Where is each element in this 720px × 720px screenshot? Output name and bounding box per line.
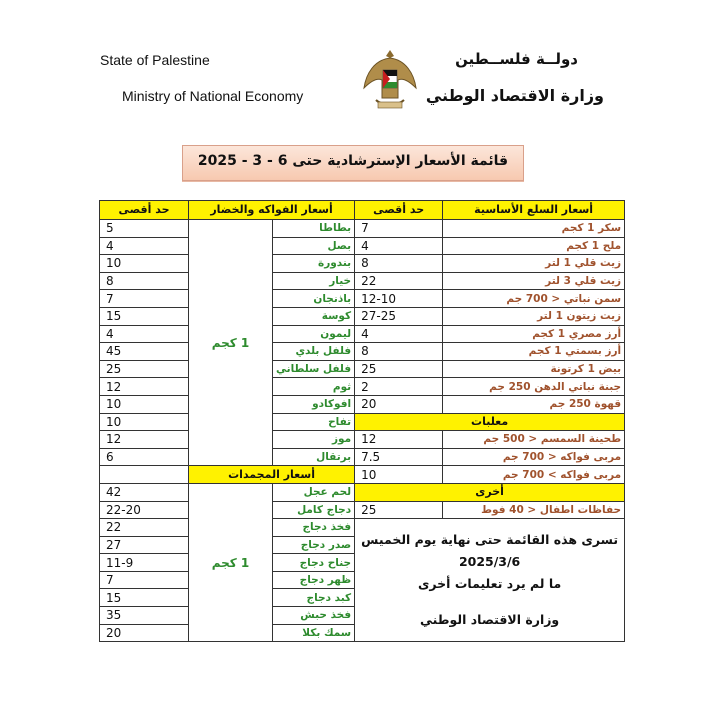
table-row (100, 290, 625, 308)
basic-max: 22 (355, 272, 443, 290)
table-row (100, 466, 625, 484)
produce-name: فلفل بلدي (273, 343, 355, 361)
basic-max: 12-10 (355, 290, 443, 308)
basic-max: 27-25 (355, 307, 443, 325)
table-row (100, 255, 625, 273)
frozen-max: 11-9 (100, 554, 189, 572)
frozen-name: لحم عجل (273, 483, 355, 501)
basic-name: زيت قلي 1 لتر (443, 255, 625, 273)
produce-name: بطاطا (273, 220, 355, 238)
produce-name: تفاح (273, 413, 355, 431)
canned-max: 12 (355, 431, 443, 449)
frozen-unit: 1 كجم (189, 483, 273, 641)
produce-max: 4 (100, 325, 189, 343)
basic-max: 2 (355, 378, 443, 396)
produce-name: ليمون (273, 325, 355, 343)
frozen-max: 20 (100, 624, 189, 642)
table-row (100, 360, 625, 378)
produce-name: باذنجان (273, 290, 355, 308)
note-line-2: 2025/3/6 (458, 554, 521, 570)
basic-name: سكر 1 كجم (443, 220, 625, 238)
frozen-name: ظهر دجاج (273, 571, 355, 589)
produce-name: ثوم (273, 378, 355, 396)
basic-max: 20 (355, 395, 443, 413)
basic-name: زيت زيتون 1 لتر (443, 307, 625, 325)
basic-max: 25 (355, 360, 443, 378)
table-header-row (100, 201, 625, 220)
canned-name: مربى فواكه < 700 جم (443, 448, 625, 466)
produce-name: موز (273, 431, 355, 449)
frozen-name: كبد دجاج (273, 589, 355, 607)
produce-max: 8 (100, 272, 189, 290)
canned-name: مربى فواكه > 700 جم (443, 466, 625, 484)
basic-name: ملح 1 كجم (443, 237, 625, 255)
validity-note (355, 519, 625, 642)
produce-max: 45 (100, 343, 189, 361)
basic-max-header: حد أقصى (355, 201, 443, 220)
frozen-name: صدر دجاج (273, 536, 355, 554)
produce-max: 12 (100, 431, 189, 449)
basic-name: قهوة 250 جم (443, 395, 625, 413)
table-row (100, 413, 625, 431)
produce-max: 7 (100, 290, 189, 308)
frozen-name: فخذ دجاج (273, 519, 355, 537)
basic-name: زيت قلي 3 لتر (443, 272, 625, 290)
price-list-title-box (182, 145, 524, 181)
produce-max: 10 (100, 413, 189, 431)
frozen-max: 22-20 (100, 501, 189, 519)
produce-unit: 1 كجم (189, 220, 273, 466)
basic-name: أرز مصري 1 كجم (443, 325, 625, 343)
table-row (100, 448, 625, 466)
produce-max: 4 (100, 237, 189, 255)
basic-max: 8 (355, 255, 443, 273)
table-row (100, 395, 625, 413)
produce-name: بصل (273, 237, 355, 255)
produce-max: 6 (100, 448, 189, 466)
basic-max: 4 (355, 237, 443, 255)
other-max: 25 (355, 501, 443, 519)
basic-name: سمن نباتي < 700 جم (443, 290, 625, 308)
basic-max: 8 (355, 343, 443, 361)
produce-max-header: حد أقصى (100, 201, 189, 220)
canned-name: طحينة السمسم < 500 جم (443, 431, 625, 449)
frozen-max: 15 (100, 589, 189, 607)
state-of-palestine-en: State of Palestine (100, 52, 210, 68)
produce-max: 12 (100, 378, 189, 396)
other-name: حفاظات اطفال < 40 فوط (443, 501, 625, 519)
basic-max: 7 (355, 220, 443, 238)
table-row (100, 220, 625, 238)
produce-name: فلفل سلطاني (273, 360, 355, 378)
produce-header: أسعار الفواكه والخضار (189, 201, 355, 220)
table-row (100, 378, 625, 396)
note-line-4: وزارة الاقتصاد الوطني (420, 612, 560, 628)
palestine-eagle-emblem-icon (360, 44, 420, 112)
produce-max: 15 (100, 307, 189, 325)
produce-name: برتقال (273, 448, 355, 466)
frozen-max: 35 (100, 607, 189, 625)
table-row (100, 431, 625, 449)
basic-name: بيض 1 كرتونة (443, 360, 625, 378)
produce-name: افوكادو (273, 395, 355, 413)
frozen-section-header: أسعار المجمدات (189, 466, 355, 484)
produce-name: كوسة (273, 307, 355, 325)
produce-max: 10 (100, 255, 189, 273)
canned-max: 10 (355, 466, 443, 484)
produce-name: بندورة (273, 255, 355, 273)
ministry-name-en: Ministry of National Economy (122, 88, 304, 104)
table-row (100, 237, 625, 255)
canned-section-header: معلبات (355, 413, 625, 431)
frozen-name: سمك بكلا (273, 624, 355, 642)
frozen-max: 27 (100, 536, 189, 554)
basic-goods-header: أسعار السلع الأساسية (443, 201, 625, 220)
produce-name: خيار (273, 272, 355, 290)
basic-name: جبنة نباتي الدهن 250 جم (443, 378, 625, 396)
note-line-3: ما لم يرد تعليمات أخرى (417, 576, 562, 592)
price-table (99, 200, 625, 642)
produce-max: 25 (100, 360, 189, 378)
frozen-max: 7 (100, 571, 189, 589)
frozen-name: دجاج كامل (273, 501, 355, 519)
ministry-name-ar: وزارة الاقتصاد الوطني (425, 86, 604, 105)
table-row (100, 343, 625, 361)
table-row (100, 272, 625, 290)
frozen-max: 22 (100, 519, 189, 537)
canned-max: 7.5 (355, 448, 443, 466)
frozen-name: جناح دجاج (273, 554, 355, 572)
basic-name: أرز بسمتي 1 كجم (443, 343, 625, 361)
table-row (100, 501, 625, 519)
produce-max: 5 (100, 220, 189, 238)
table-row (100, 307, 625, 325)
table-row (100, 483, 625, 501)
basic-max: 4 (355, 325, 443, 343)
produce-max: 10 (100, 395, 189, 413)
note-line-1: تسرى هذه القائمة حتى نهاية يوم الخميس (361, 532, 619, 548)
state-of-palestine-ar: دولــة فلســطين (455, 50, 578, 68)
other-section-header: أخرى (355, 483, 625, 501)
frozen-name: فخذ حبش (273, 607, 355, 625)
frozen-max: 42 (100, 483, 189, 501)
price-list-title: قائمة الأسعار الإسترشادية حتى 6 - 3 - 2025 (197, 153, 509, 169)
table-row (100, 325, 625, 343)
table-row (100, 519, 625, 537)
